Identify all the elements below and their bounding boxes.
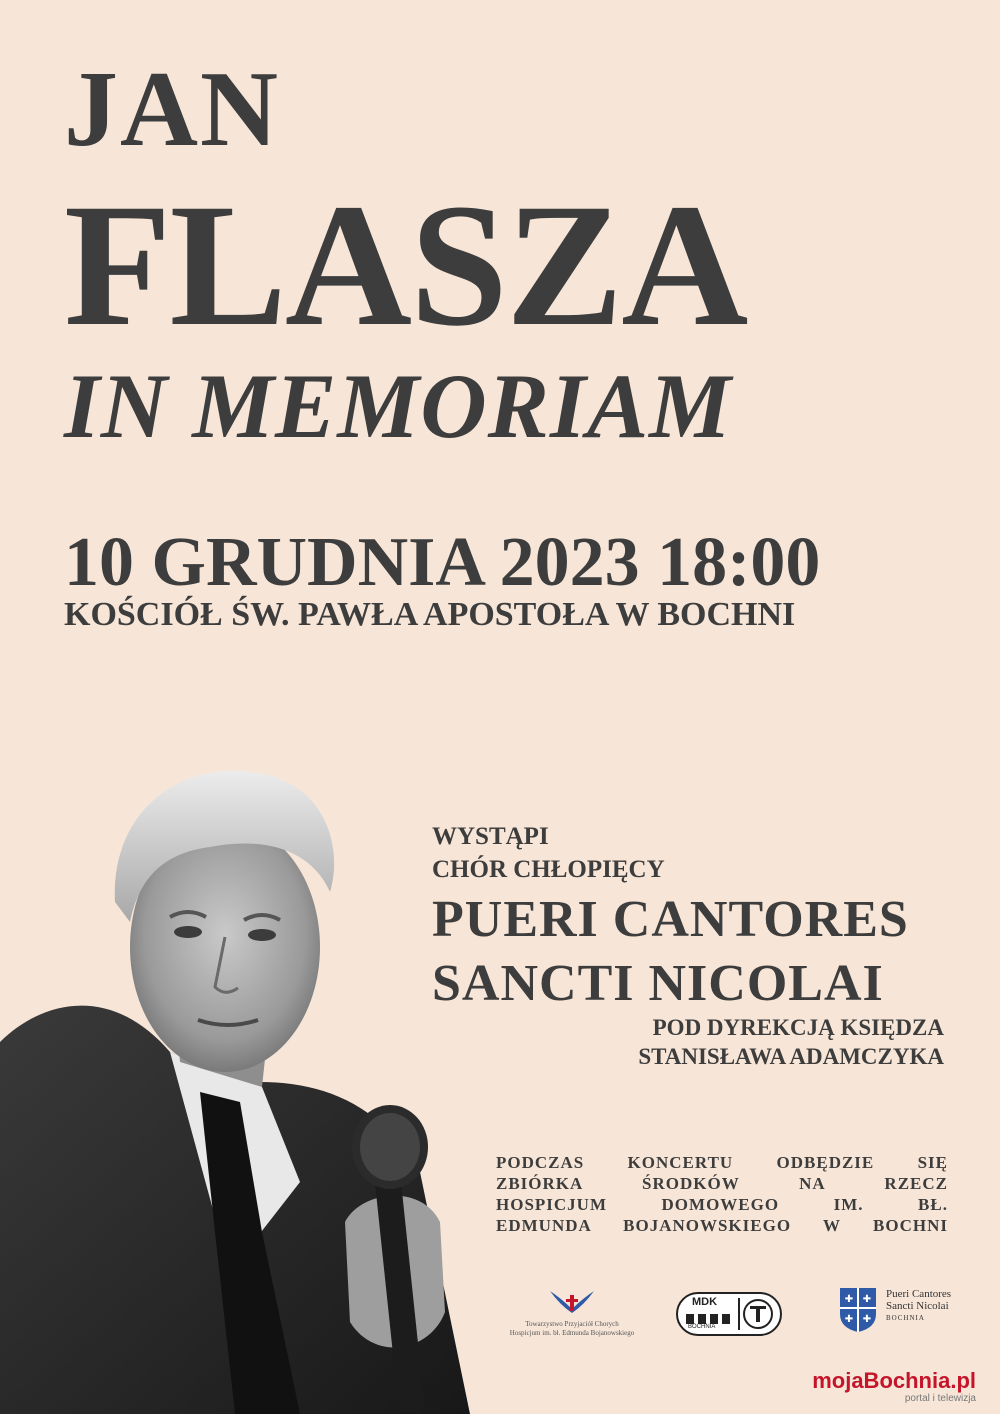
collection-notice <box>496 1152 948 1236</box>
brand-tagline: portal i telewizja <box>904 1393 976 1404</box>
performers-choir-type: CHÓR CHŁOPIĘCY <box>432 856 665 883</box>
brand-watermark <box>812 1370 976 1404</box>
mdk-logo-text: MDK <box>692 1296 718 1308</box>
choir-name-line1: PUERI CANTORES <box>432 891 909 948</box>
tpc-logo <box>502 1285 642 1345</box>
pc-logo-line1: Pueri Cantores <box>886 1288 952 1300</box>
title-first-name: JAN <box>64 50 280 169</box>
title-in-memoriam: IN MEMORIAM <box>64 355 732 457</box>
collection-line: EDMUNDA BOJANOWSKIEGO W BOCHNI <box>496 1216 948 1235</box>
title-last-name: FLASZA <box>64 168 747 363</box>
collection-line: ZBIÓRKA ŚRODKÓW NA RZECZ <box>496 1174 948 1193</box>
event-datetime: 10 GRUDNIA 2023 18:00 <box>64 524 821 601</box>
event-venue: KOŚCIÓŁ ŚW. PAWŁA APOSTOŁA W BOCHNI <box>64 596 796 633</box>
choir-name-line2: SANCTI NICOLAI <box>432 955 884 1012</box>
director-line1: POD DYREKCJĄ KSIĘDZA <box>652 1015 944 1040</box>
shield-icon <box>838 1286 878 1334</box>
svg-text:✚: ✚ <box>862 1294 872 1305</box>
pc-logo-line3: BOCHNIA <box>886 1314 925 1322</box>
collection-line: HOSPICJUM DOMOWEGO IM. BŁ. <box>496 1195 948 1214</box>
svg-text:✚: ✚ <box>844 1294 854 1305</box>
svg-text:✚: ✚ <box>844 1314 854 1325</box>
dove-icon <box>502 1285 642 1315</box>
collection-line: PODCZAS KONCERTU ODBĘDZIE SIĘ <box>496 1153 948 1172</box>
pueri-cantores-logo <box>838 1286 968 1342</box>
brand-name: mojaBochnia.pl <box>812 1368 976 1393</box>
performers-intro: WYSTĄPI <box>432 823 549 850</box>
director-line2: STANISŁAWA ADAMCZYKA <box>638 1044 944 1069</box>
mdk-logo-sub: BOCHNIA <box>688 1324 716 1330</box>
mdk-logo <box>676 1292 782 1336</box>
pc-logo-line2: Sancti Nicolai <box>886 1300 949 1312</box>
tpc-logo-line1: Towarzystwo Przyjaciół Chorych <box>525 1320 619 1328</box>
svg-text:✚: ✚ <box>862 1314 872 1325</box>
tpc-logo-line2: Hospicjum im. bł. Edmunda Bojanowskiego <box>509 1329 635 1337</box>
portrait-photo <box>0 752 500 1414</box>
